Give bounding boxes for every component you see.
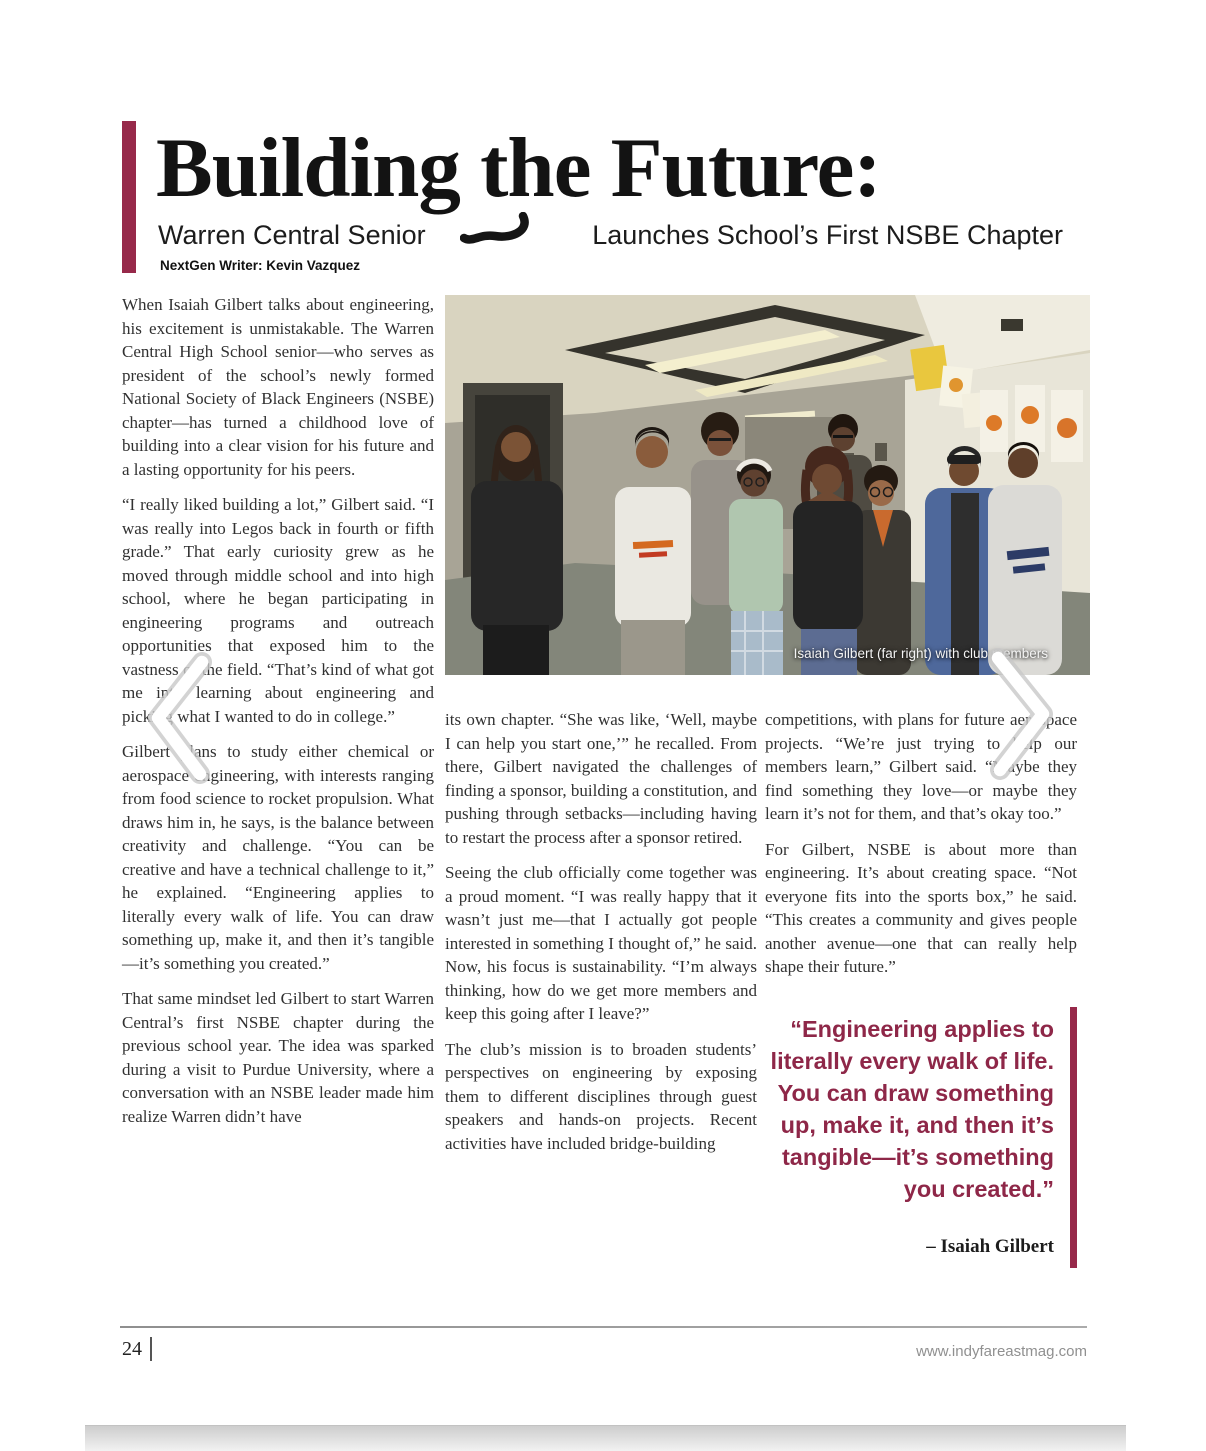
page-number-value: 24 [122, 1338, 142, 1360]
article-column-3 [765, 708, 1077, 1268]
pull-quote-attribution: – Isaiah Gilbert [926, 1235, 1054, 1257]
paragraph: The club’s mission is to broaden students’ perspectives on engineering by exposing them to different disciplines through guest speakers and hands-on projects. Recent activities have included bridge-building [445, 1039, 757, 1153]
article-column-2 [445, 708, 757, 1167]
article-photo [445, 295, 1090, 675]
page-title: Building the Future: [156, 121, 881, 215]
club-photo-illustration [445, 295, 1090, 675]
person-black-top [793, 446, 863, 675]
prev-page-button[interactable] [138, 650, 230, 785]
subtitle-right: Launches School’s First NSBE Chapter [592, 220, 1063, 250]
paragraph: That same mindset led Gilbert to start Warren Central’s first NSBE chapter during the previous school year. The idea was sparked during a visit to Purdue University, where a conversation with an NSBE leader made him realize Warren didn’t have [122, 989, 434, 1126]
footer-divider [120, 1326, 1087, 1328]
paragraph: competitions, with plans for future aerospace projects. “We’re just trying to help our members learn,” Gilbert said. “Maybe they find something they love—or maybe they learn it’s not for them, and that’s okay too.” [765, 710, 1077, 823]
chevron-right-icon [972, 646, 1064, 781]
paragraph: Gilbert plans to study either chemical or aerospace engineering, with interests ranging from food science to rocket propulsion. What draws him in, he says, is the balance between creativity and challenge. “You can be creative and have a technical challenge to it,” he explained. “Engineering applies to literally every walk of life. You can draw something up, make it, and then it’s tangible—it’s something you created.” [122, 742, 434, 973]
page-number-separator [150, 1337, 152, 1361]
page-number [122, 1337, 152, 1361]
byline: NextGen Writer: Kevin Vazquez [160, 258, 361, 273]
title-accent-bar [122, 121, 136, 273]
paragraph: When Isaiah Gilbert talks about engineering, his excitement is unmistakable. The Warren Central High School senior—who serves as president of the school’s newly formed National Society of Black Engineers (NSBE) chapter—has turned a childhood love of building into a clear vision for his future and a lasting opportunity for his peers. [122, 295, 434, 479]
pull-quote [765, 1007, 1077, 1269]
paragraph: its own chapter. “She was like, ‘Well, maybe I can help you start one,’” he recalled. From there, Gilbert navigated the challenges of finding a sponsor, building a constitution, and pushing through setbacks—including having to restart the process after a sponsor retired. [445, 710, 757, 847]
subtitle-left: Warren Central Senior [158, 220, 426, 250]
next-page-edge [85, 1425, 1126, 1451]
next-page-button[interactable] [972, 646, 1064, 781]
paragraph: Seeing the club officially come together was a proud moment. “I was really happy that it wasn’t just me—that I actually got people interested in something I thought of,” he said. Now, his focus is sustainability. “I’m always thinking, how do we get more members and keep this going after I leave?” [445, 863, 757, 1023]
photo-caption: Isaiah Gilbert (far right) with club members [793, 646, 1048, 661]
paragraph: For Gilbert, NSBE is about more than engineering. It’s about creating space. “Not everyone fits into the sports box,” he said. “This creates a community and gives people another avenue—one that can really help shape their future.” [765, 839, 1077, 976]
subtitle [158, 220, 1063, 251]
pull-quote-text: “Engineering applies to literally every walk of life. You can draw something up, make it, and then it’s tangible—it’s something you created.” [770, 1015, 1054, 1202]
website-url: www.indyfareastmag.com [916, 1343, 1087, 1360]
paragraph: “I really liked building a lot,” Gilbert said. “I was really into Legos back in fourth or fifth grade.” That early curiosity grew as he moved through middle school and into high school, where he began participating in engineering programs and outreach opportunities that exposed him to the vastness of the field. “That’s kind of what got me into learning about engineering and picking what I wanted to do in college.” [122, 495, 434, 726]
chevron-left-icon [138, 650, 230, 785]
